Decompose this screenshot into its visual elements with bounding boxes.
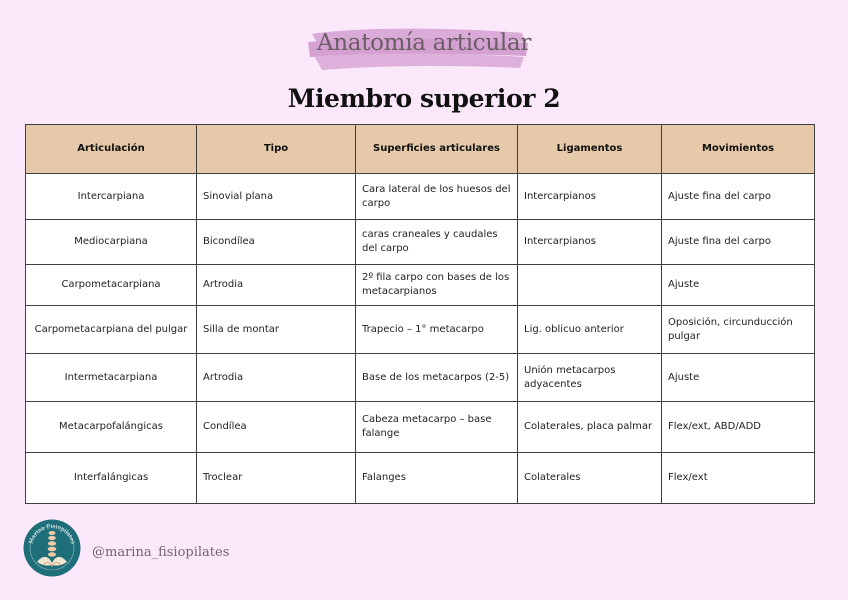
table-row bbox=[26, 174, 815, 220]
cell-superficies: caras craneales y caudales del carpo bbox=[356, 220, 518, 265]
cell-ligamentos: Lig. oblicuo anterior bbox=[518, 306, 662, 354]
column-header-articulacion: Articulación bbox=[26, 125, 197, 174]
cell-superficies: Cara lateral de los huesos del carpo bbox=[356, 174, 518, 220]
cell-tipo: Bicondílea bbox=[197, 220, 356, 265]
cell-articulacion: Carpometacarpiana del pulgar bbox=[26, 306, 197, 354]
cell-tipo: Artrodia bbox=[197, 265, 356, 306]
cell-movimientos: Ajuste fina del carpo bbox=[662, 174, 815, 220]
cell-articulacion: Intercarpiana bbox=[26, 174, 197, 220]
cell-superficies: Cabeza metacarpo – base falange bbox=[356, 402, 518, 453]
spine-lotus-icon bbox=[23, 519, 81, 577]
svg-text:Marina Fisiopilates: Marina Fisiopilates bbox=[28, 523, 76, 545]
cell-tipo: Condílea bbox=[197, 402, 356, 453]
cell-articulacion: Intermetacarpiana bbox=[26, 354, 197, 402]
table-header-row bbox=[26, 125, 815, 174]
column-header-movimientos: Movimientos bbox=[662, 125, 815, 174]
joints-table bbox=[25, 124, 815, 504]
cell-articulacion: Carpometacarpiana bbox=[26, 265, 197, 306]
cell-movimientos: Oposición, circunducción pulgar bbox=[662, 306, 815, 354]
page-title: Miembro superior 2 bbox=[287, 84, 561, 113]
cell-ligamentos: Intercarpianos bbox=[518, 220, 662, 265]
cell-ligamentos bbox=[518, 265, 662, 306]
cell-ligamentos: Intercarpianos bbox=[518, 174, 662, 220]
cell-tipo: Troclear bbox=[197, 453, 356, 504]
cell-superficies: Trapecio – 1° metacarpo bbox=[356, 306, 518, 354]
cell-ligamentos: Unión metacarpos adyacentes bbox=[518, 354, 662, 402]
cell-tipo: Sinovial plana bbox=[197, 174, 356, 220]
cell-ligamentos: Colaterales bbox=[518, 453, 662, 504]
table-row bbox=[26, 453, 815, 504]
cell-movimientos: Ajuste bbox=[662, 354, 815, 402]
cell-movimientos: Ajuste bbox=[662, 265, 815, 306]
table-row bbox=[26, 306, 815, 354]
cell-movimientos: Ajuste fina del carpo bbox=[662, 220, 815, 265]
cell-superficies: Base de los metacarpos (2-5) bbox=[356, 354, 518, 402]
column-header-ligamentos: Ligamentos bbox=[518, 125, 662, 174]
table-row bbox=[26, 265, 815, 306]
cell-movimientos: Flex/ext, ABD/ADD bbox=[662, 402, 815, 453]
cell-tipo: Silla de montar bbox=[197, 306, 356, 354]
cell-superficies: 2º fila carpo con bases de los metacarpianos bbox=[356, 265, 518, 306]
cell-articulacion: Metacarpofalángicas bbox=[26, 402, 197, 453]
cell-superficies: Falanges bbox=[356, 453, 518, 504]
cell-articulacion: Interfalángicas bbox=[26, 453, 197, 504]
cell-tipo: Artrodia bbox=[197, 354, 356, 402]
cell-ligamentos: Colaterales, placa palmar bbox=[518, 402, 662, 453]
table-row bbox=[26, 402, 815, 453]
instagram-handle: @marina_fisiopilates bbox=[92, 545, 230, 560]
column-header-superficies: Superficies articulares bbox=[356, 125, 518, 174]
column-header-tipo: Tipo bbox=[197, 125, 356, 174]
supertitle: Anatomía articular bbox=[316, 30, 532, 56]
table-row bbox=[26, 354, 815, 402]
cell-movimientos: Flex/ext bbox=[662, 453, 815, 504]
table-row bbox=[26, 220, 815, 265]
cell-articulacion: Mediocarpiana bbox=[26, 220, 197, 265]
